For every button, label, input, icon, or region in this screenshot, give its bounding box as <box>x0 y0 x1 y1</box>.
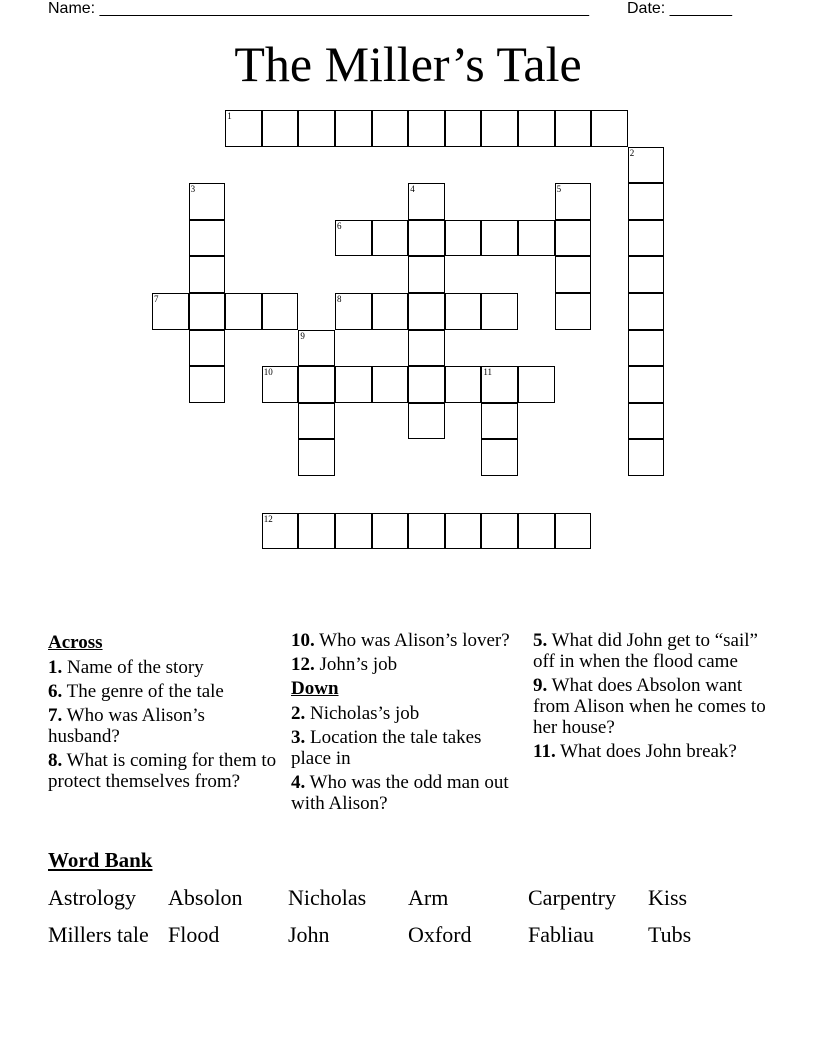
word-bank-item: Carpentry <box>528 885 616 910</box>
word-bank-item: Astrology <box>48 885 136 910</box>
crossword-cell[interactable] <box>262 293 299 330</box>
clue-across-10: 10. Who was Alison’s lover? <box>291 630 510 651</box>
clue-column-2 <box>291 630 523 817</box>
clue-number-label: 8 <box>337 294 342 304</box>
clue-number-label: 4 <box>410 184 415 195</box>
crossword-cell[interactable] <box>481 403 518 440</box>
crossword-cell[interactable] <box>628 366 665 403</box>
crossword-cell[interactable] <box>408 330 445 367</box>
clue-number-label: 10 <box>263 367 273 378</box>
clue-number-label: 2 <box>629 147 635 158</box>
clue-down-4: 4. Who was the odd man out with Alison? <box>291 772 509 814</box>
crossword-cell[interactable] <box>555 110 592 147</box>
clue-number-label: 3 <box>190 184 196 195</box>
clue-across-6: 6. The genre of the tale <box>48 681 224 702</box>
crossword-cell[interactable] <box>628 147 665 184</box>
crossword-cell[interactable] <box>335 110 372 147</box>
clue-column-1 <box>48 630 280 795</box>
clue-number-label: 5 <box>556 184 562 195</box>
clue-down-11: 11. What does John break? <box>533 741 737 762</box>
clue-down-5: 5. What did John get to “sail” off in when the flood came <box>533 630 758 672</box>
clue-down-3: 3. Location the tale takes place in <box>291 727 482 769</box>
clue-across-8: 8. What is coming for them to protect themselves from? <box>48 750 277 792</box>
crossword-cell[interactable] <box>335 366 372 403</box>
crossword-cell[interactable] <box>262 513 299 550</box>
crossword-cell[interactable] <box>408 513 445 550</box>
crossword-cell[interactable] <box>189 330 226 367</box>
crossword-cell[interactable] <box>481 439 518 476</box>
crossword-cell[interactable] <box>372 293 409 330</box>
word-bank-item: Arm <box>408 885 449 910</box>
crossword-cell[interactable] <box>445 513 482 550</box>
crossword-cell[interactable] <box>445 220 482 257</box>
word-bank-item: Millers tale <box>48 922 149 947</box>
crossword-cell[interactable] <box>555 183 592 220</box>
crossword-cell[interactable] <box>225 110 262 147</box>
word-bank-item: Nicholas <box>288 885 367 910</box>
word-bank-item: Fabliau <box>528 922 594 947</box>
crossword-cell[interactable] <box>481 366 518 403</box>
crossword-cell[interactable] <box>518 513 555 550</box>
crossword-cell[interactable] <box>591 110 628 147</box>
crossword-cell[interactable] <box>481 293 518 330</box>
across-heading: Across <box>48 632 103 653</box>
crossword-cell[interactable] <box>189 293 226 330</box>
clue-number-label: 11 <box>483 367 493 378</box>
crossword-cell[interactable] <box>518 110 555 147</box>
clue-across-1: 1. Name of the story <box>48 657 204 678</box>
clue-number-label: 9 <box>300 330 305 341</box>
crossword-cell[interactable] <box>225 293 262 330</box>
clue-number-label: 6 <box>337 220 342 231</box>
clue-across-7: 7. Who was Alison’s husband? <box>48 705 205 747</box>
crossword-cell[interactable] <box>262 110 299 147</box>
crossword-cell[interactable] <box>298 330 335 367</box>
clue-column-3 <box>533 630 773 765</box>
clue-number-label: 7 <box>154 294 159 304</box>
crossword-cell[interactable] <box>372 366 409 403</box>
crossword-cell[interactable] <box>628 183 665 220</box>
crossword-cell[interactable] <box>628 330 665 367</box>
crossword-cell[interactable] <box>152 293 189 330</box>
crossword-cell[interactable] <box>372 110 409 147</box>
crossword-cell[interactable] <box>262 366 299 403</box>
word-bank-item: Kiss <box>648 885 688 910</box>
crossword-cell[interactable] <box>518 220 555 257</box>
crossword-cell[interactable] <box>408 183 445 220</box>
crossword-cell[interactable] <box>408 366 445 403</box>
clue-down-9: 9. What does Absolon want from Alison when he comes to her house? <box>533 675 766 738</box>
crossword-cell[interactable] <box>372 513 409 550</box>
down-heading: Down <box>291 678 339 699</box>
crossword-cell[interactable] <box>298 439 335 476</box>
crossword-cell[interactable] <box>628 403 665 440</box>
crossword-cell[interactable] <box>628 439 665 476</box>
word-bank-item: Flood <box>168 922 220 947</box>
crossword-cell[interactable] <box>445 293 482 330</box>
crossword-cell[interactable] <box>481 220 518 257</box>
crossword-cell[interactable] <box>408 293 445 330</box>
crossword-cell[interactable] <box>189 183 226 220</box>
clue-down-2: 2. Nicholas’s job <box>291 703 420 724</box>
crossword-cell[interactable] <box>555 220 592 257</box>
crossword-cell[interactable] <box>481 110 518 147</box>
clue-number-label: 12 <box>263 513 273 524</box>
word-bank-item: Tubs <box>648 922 692 947</box>
word-bank-item: John <box>288 922 330 947</box>
crossword-cell[interactable] <box>445 110 482 147</box>
crossword-cell[interactable] <box>408 110 445 147</box>
crossword-cell[interactable] <box>628 256 665 293</box>
word-bank-item: Absolon <box>168 885 243 910</box>
crossword-cell[interactable] <box>408 403 445 440</box>
clue-number-label: 1 <box>227 111 232 121</box>
crossword-cell[interactable] <box>189 256 226 293</box>
date-field-label: Date: _______ <box>627 0 732 17</box>
word-bank-heading: Word Bank <box>48 848 153 872</box>
crossword-cell[interactable] <box>335 513 372 550</box>
crossword-cell[interactable] <box>298 403 335 440</box>
name-field-label: Name: _______________________________________________________ <box>48 0 589 17</box>
crossword-cell[interactable] <box>372 220 409 257</box>
crossword-cell[interactable] <box>555 293 592 330</box>
crossword-cell[interactable] <box>408 220 445 257</box>
crossword-cell[interactable] <box>408 256 445 293</box>
crossword-cell[interactable] <box>335 220 372 257</box>
page-title: The Miller’s Tale <box>234 36 582 92</box>
crossword-cell[interactable] <box>481 513 518 550</box>
crossword-cell[interactable] <box>298 366 335 403</box>
crossword-cell[interactable] <box>298 513 335 550</box>
crossword-cell[interactable] <box>518 366 555 403</box>
crossword-cell[interactable] <box>555 513 592 550</box>
crossword-cell[interactable] <box>628 293 665 330</box>
crossword-cell[interactable] <box>628 220 665 257</box>
crossword-cell[interactable] <box>298 110 335 147</box>
word-bank-item: Oxford <box>408 922 472 947</box>
clue-across-12: 12. John’s job <box>291 654 398 675</box>
crossword-cell[interactable] <box>335 293 372 330</box>
crossword-cell[interactable] <box>445 366 482 403</box>
crossword-cell[interactable] <box>189 220 226 257</box>
crossword-cell[interactable] <box>189 366 226 403</box>
crossword-cell[interactable] <box>555 256 592 293</box>
